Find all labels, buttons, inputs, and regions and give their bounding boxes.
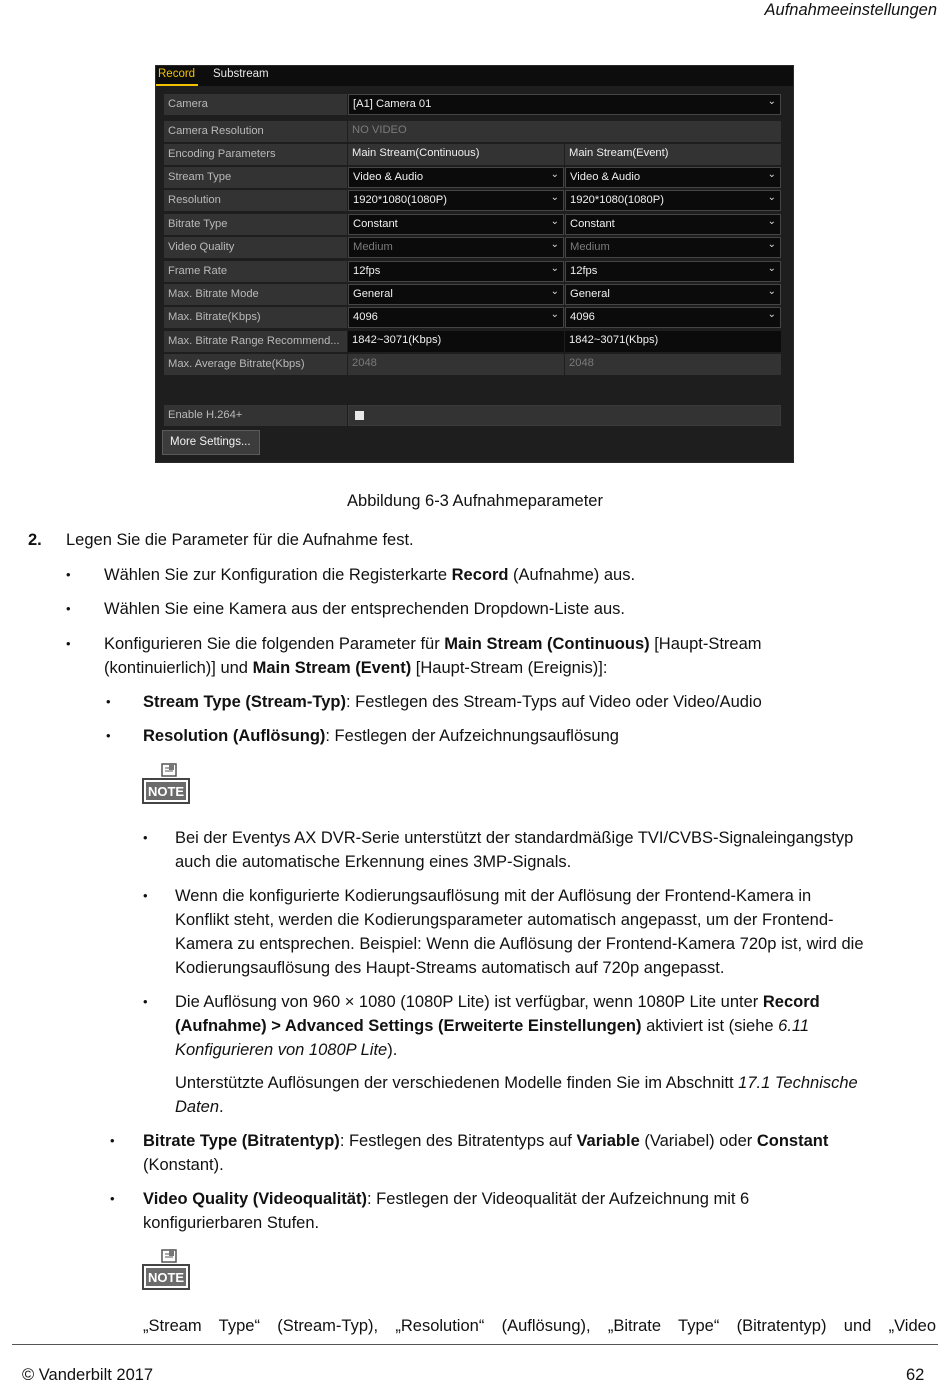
subbullet-resolution — [143, 724, 619, 748]
footer-copyright: © Vanderbilt 2017 — [22, 1366, 154, 1384]
select-value: Video & Audio — [353, 171, 424, 183]
text-run: (Aufnahme) aus. — [508, 566, 636, 584]
stream-type-select-2 — [565, 167, 781, 188]
row-label: Enable H.264+ — [164, 405, 347, 426]
italic-run: 17.1 Technische — [738, 1074, 858, 1092]
row-label: Video Quality — [164, 237, 347, 258]
chevron-down-icon: ⌄ — [767, 239, 776, 250]
select-value: Medium — [570, 241, 610, 253]
select-value: 1920*1080(1080P) — [570, 194, 664, 206]
bullet-dot: • — [143, 888, 148, 903]
bold-run: Video Quality (Videoqualität) — [143, 1190, 368, 1208]
frame-rate-select-1 — [348, 261, 564, 282]
chevron-down-icon: ⌄ — [767, 192, 776, 203]
header-title: Aufnahmeeinstellungen — [764, 1, 937, 19]
text-run: : Festlegen des Bitratentyps auf — [339, 1132, 577, 1150]
text-run: [Haupt-Stream — [649, 635, 762, 653]
bitrate-range-2: 1842~3071(Kbps) — [565, 331, 781, 352]
text-run: : Festlegen der Aufzeichnungsauflösung — [325, 727, 619, 745]
bullet-dot: • — [143, 830, 148, 845]
bitrate-type-select-1 — [348, 214, 564, 235]
step-number-text: 2. — [28, 531, 42, 549]
bullet-dot: • — [143, 994, 148, 1009]
bitrate-range-1: 1842~3071(Kbps) — [348, 331, 564, 352]
avg-bitrate-2: 2048 — [565, 354, 781, 375]
bullet-camera-select: Wählen Sie eine Kamera aus der entsprechenden Dropdown-Liste aus. — [104, 600, 625, 618]
chevron-down-icon: ⌄ — [767, 216, 776, 227]
italic-run: 6.11 — [778, 1017, 810, 1035]
italic-run: Daten — [175, 1098, 220, 1116]
row-label: Max. Bitrate Range Recommend... — [164, 331, 347, 352]
stream-type-select-1 — [348, 167, 564, 188]
select-value: Constant — [353, 218, 398, 230]
bold-run: Main Stream (Event) — [252, 659, 412, 677]
note-conflict-line4: Kodierungsauflösung des Haupt-Streams automatisch auf 720p angepasst. — [175, 959, 725, 977]
bullet-dot: • — [66, 636, 71, 651]
avg-bitrate-1: 2048 — [348, 354, 564, 375]
active-tab-indicator — [156, 84, 198, 86]
note-icon-text: NOTE — [147, 1270, 185, 1285]
chevron-down-icon: ⌄ — [767, 286, 776, 297]
video-quality-select-2 — [565, 237, 781, 258]
text-run: Die Auflösung von 960 × 1080 (1080P Lite) ist verfügbar, wenn 1080P Lite unter — [175, 993, 763, 1011]
bold-run: Constant — [756, 1132, 829, 1150]
tab-substream: Substream — [213, 68, 269, 80]
record-settings-screenshot — [155, 65, 794, 463]
more-settings-button: More Settings... — [162, 430, 260, 455]
bold-run: Variable — [576, 1132, 640, 1150]
resolution-select-2 — [565, 190, 781, 211]
h264plus-field — [348, 405, 781, 426]
select-value: Constant — [570, 218, 615, 230]
chevron-down-icon: ⌄ — [767, 309, 776, 320]
chevron-down-icon: ⌄ — [550, 239, 559, 250]
chevron-down-icon: ⌄ — [550, 309, 559, 320]
note-conflict-line2: Konflikt steht, werden die Kodierungsparameter automatisch angepasst, um der Frontend- — [175, 911, 834, 929]
note-icon — [142, 763, 190, 805]
bold-run: Main Stream (Continuous) — [444, 635, 650, 653]
text-run: : Festlegen der Videoqualität der Aufzeichnung mit 6 — [367, 1190, 750, 1208]
italic-run: Konfigurieren von 1080P Lite — [175, 1041, 388, 1059]
bullet-dot: • — [66, 601, 71, 616]
chevron-down-icon: ⌄ — [550, 263, 559, 274]
tab-record: Record — [158, 68, 196, 80]
row-label: Camera — [164, 94, 347, 115]
bullet-dot: • — [110, 1133, 115, 1148]
select-value: General — [353, 288, 393, 300]
select-value: 4096 — [353, 311, 378, 323]
bullet-dot: • — [106, 694, 111, 709]
footer-divider — [12, 1344, 938, 1345]
tab-bar — [156, 66, 793, 86]
bold-run: Resolution (Auflösung) — [143, 727, 326, 745]
chevron-down-icon: ⌄ — [767, 169, 776, 180]
note-last-line: „Stream Type“ (Stream-Typ), „Resolution“ (Auflösung), „Bitrate Type“ (Bitratentyp) und „Video — [143, 1317, 936, 1335]
text-run: : Festlegen des Stream-Typs auf Video oder Video/Audio — [345, 693, 762, 711]
bullet-configure-params-line2 — [104, 656, 607, 680]
subbullet-video-quality-line1 — [143, 1187, 749, 1211]
bold-run: Stream Type (Stream-Typ) — [143, 693, 346, 711]
encoding-col-event: Main Stream(Event) — [565, 144, 781, 165]
bitrate-mode-select-1 — [348, 284, 564, 305]
max-bitrate-select-1 — [348, 307, 564, 328]
note-icon-text: NOTE — [147, 784, 185, 799]
select-value: Video & Audio — [570, 171, 641, 183]
h264plus-checkbox — [355, 411, 364, 420]
select-value: 12fps — [570, 265, 598, 277]
text-run: Konfigurieren Sie die folgenden Parameter für — [104, 635, 445, 653]
text-run: ). — [387, 1041, 398, 1059]
figure-caption: Abbildung 6-3 Aufnahmeparameter — [347, 492, 603, 510]
note-1080p-lite-line1 — [175, 990, 820, 1014]
row-label: Frame Rate — [164, 261, 347, 282]
bitrate-mode-select-2 — [565, 284, 781, 305]
note-1080p-lite-line3 — [175, 1038, 397, 1062]
text-run: (Variabel) oder — [639, 1132, 757, 1150]
text-run: . — [219, 1098, 224, 1116]
row-label: Stream Type — [164, 167, 347, 188]
bullet-dot: • — [110, 1191, 115, 1206]
subbullet-bitrate-type-line2: (Konstant). — [143, 1156, 224, 1174]
select-value: General — [570, 288, 610, 300]
frame-rate-select-2 — [565, 261, 781, 282]
note-1080p-lite-line2 — [175, 1014, 809, 1038]
bold-run: (Aufnahme) > Advanced Settings (Erweiterte Einstellungen) — [175, 1017, 642, 1035]
note-supported-line2 — [175, 1095, 224, 1119]
note-eventys-line2: auch die automatische Erkennung eines 3MP-Signals. — [175, 853, 572, 871]
resolution-select-1 — [348, 190, 564, 211]
note-icon — [142, 1249, 190, 1291]
row-label: Resolution — [164, 190, 347, 211]
select-value: 4096 — [570, 311, 595, 323]
bold-run: Bitrate Type (Bitratentyp) — [143, 1132, 340, 1150]
step-number — [28, 528, 42, 552]
encoding-col-continuous: Main Stream(Continuous) — [348, 144, 564, 165]
select-value: 1920*1080(1080P) — [353, 194, 447, 206]
subbullet-bitrate-type-line1 — [143, 1129, 828, 1153]
row-label: Max. Bitrate Mode — [164, 284, 347, 305]
note-eventys-line1: Bei der Eventys AX DVR-Serie unterstützt der standardmäßige TVI/CVBS-Signaleingangstyp — [175, 829, 854, 847]
bullet-dot: • — [106, 728, 111, 743]
text-run: aktiviert ist (siehe — [641, 1017, 779, 1035]
select-value: 12fps — [353, 265, 381, 277]
note-conflict-line3: Kamera zu entsprechen. Beispiel: Wenn die Auflösung der Frontend-Kamera 720p ist, wird die — [175, 935, 864, 953]
camera-select — [348, 94, 781, 115]
text-run: [Haupt-Stream (Ereignis)]: — [411, 659, 608, 677]
note-conflict-line1: Wenn die konfigurierte Kodierungsauflösung mit der Auflösung der Frontend-Kamera in — [175, 887, 812, 905]
bullet-configure-params-line1 — [104, 632, 762, 656]
chevron-down-icon: ⌄ — [550, 169, 559, 180]
chevron-down-icon: ⌄ — [767, 263, 776, 274]
chevron-down-icon: ⌄ — [767, 96, 776, 107]
text-run: Wählen Sie zur Konfiguration die Registerkarte — [104, 566, 452, 584]
chevron-down-icon: ⌄ — [550, 192, 559, 203]
text-run: (kontinuierlich)] und — [104, 659, 253, 677]
bullet-record-tab — [104, 563, 635, 587]
text-run: Unterstützte Auflösungen der verschiedenen Modelle finden Sie im Abschnitt — [175, 1074, 739, 1092]
camera-value: [A1] Camera 01 — [353, 98, 432, 110]
page-number: 62 — [906, 1366, 925, 1384]
step-text: Legen Sie die Parameter für die Aufnahme fest. — [66, 531, 414, 549]
bold-run: Record — [762, 993, 820, 1011]
chevron-down-icon: ⌄ — [550, 286, 559, 297]
row-label: Max. Average Bitrate(Kbps) — [164, 354, 347, 375]
row-label: Max. Bitrate(Kbps) — [164, 307, 347, 328]
row-label: Camera Resolution — [164, 121, 347, 142]
bold-run: Record — [451, 566, 509, 584]
max-bitrate-select-2 — [565, 307, 781, 328]
note-supported-line1 — [175, 1071, 858, 1095]
chevron-down-icon: ⌄ — [550, 216, 559, 227]
row-label: Encoding Parameters — [164, 144, 347, 165]
row-label: Bitrate Type — [164, 214, 347, 235]
bullet-dot: • — [66, 567, 71, 582]
subbullet-stream-type — [143, 690, 762, 714]
bitrate-type-select-2 — [565, 214, 781, 235]
select-value: Medium — [353, 241, 393, 253]
camera-resolution-value: NO VIDEO — [348, 121, 781, 142]
subbullet-video-quality-line2: konfigurierbaren Stufen. — [143, 1214, 320, 1232]
video-quality-select-1 — [348, 237, 564, 258]
